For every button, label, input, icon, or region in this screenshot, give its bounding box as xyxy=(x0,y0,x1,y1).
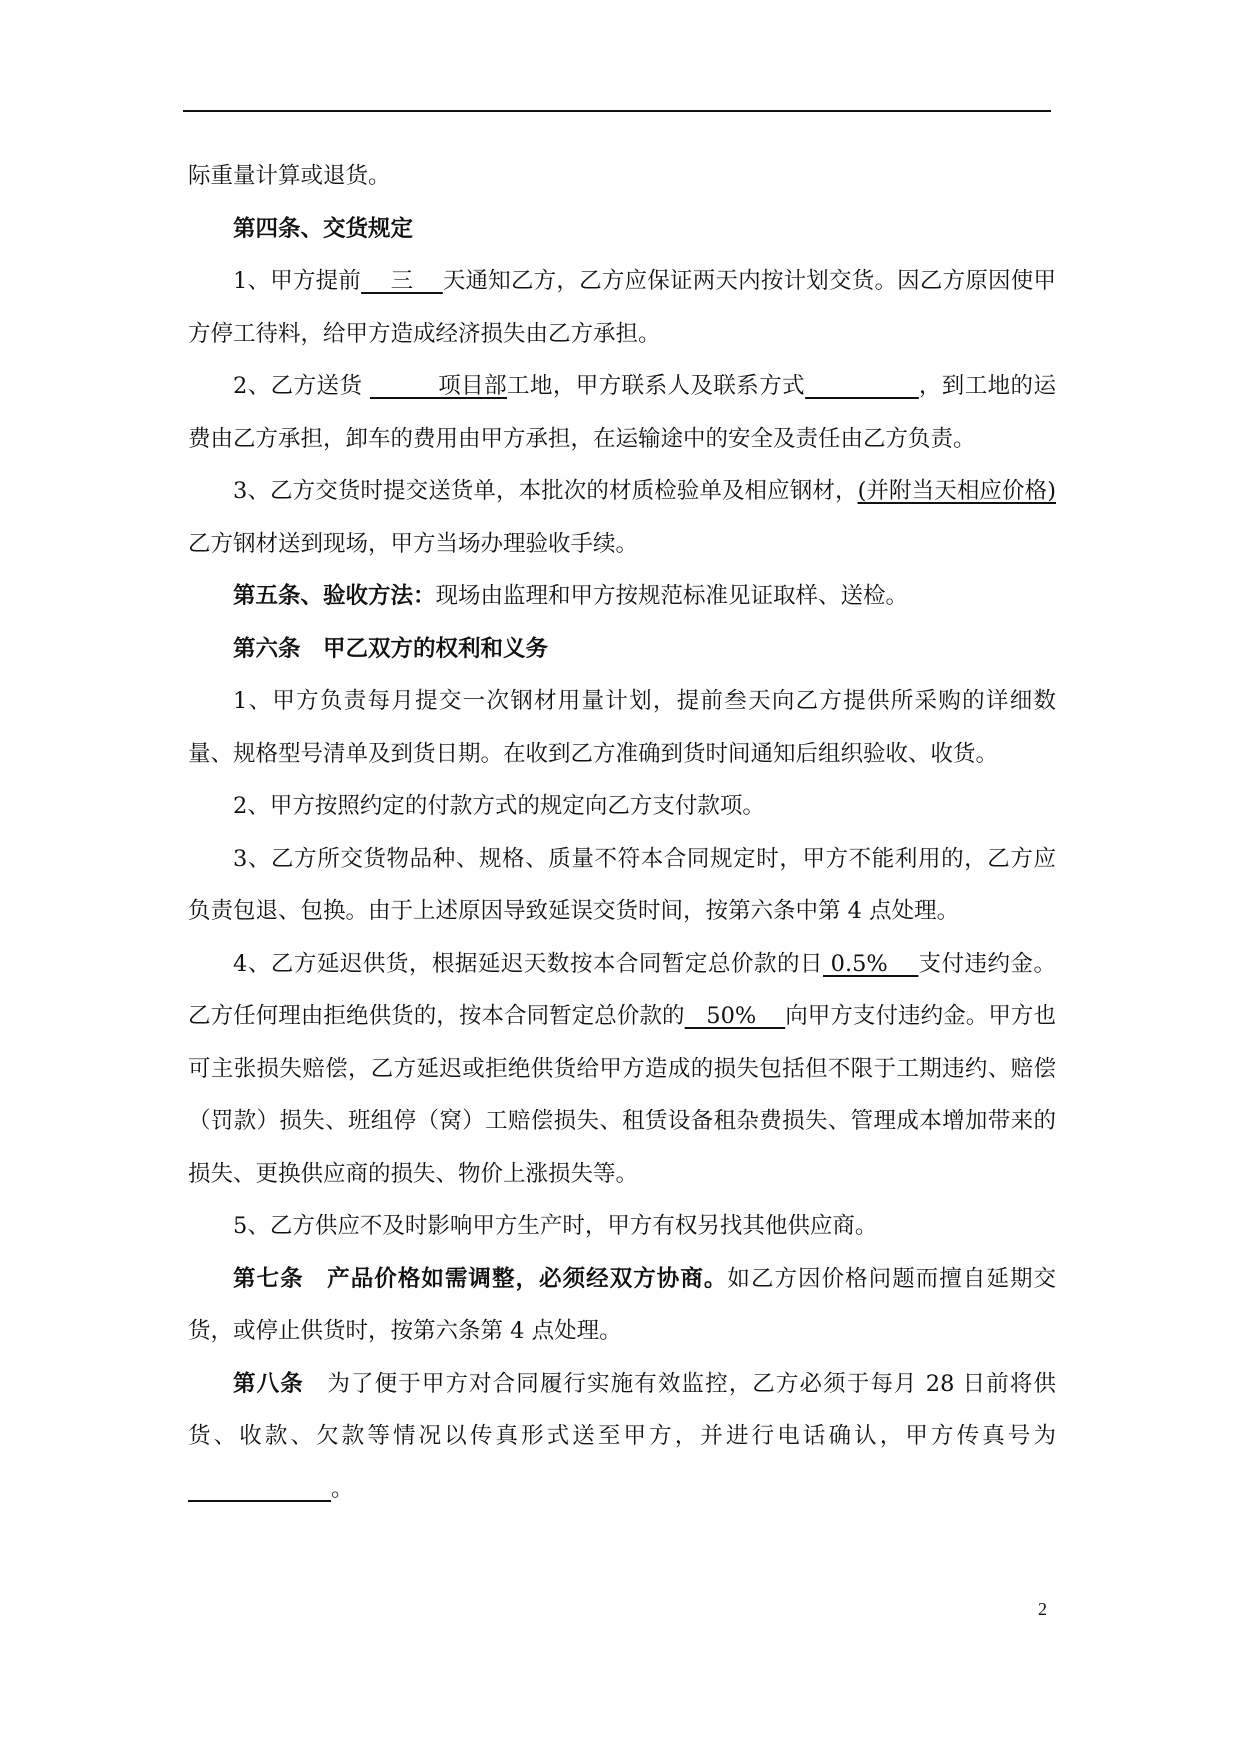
page-number: 2 xyxy=(1038,1599,1047,1619)
article-4-heading: 第四条、交货规定 xyxy=(233,215,414,242)
article-5: 第五条、验收方法：现场由监理和甲方按规范标准见证取样、送检。 xyxy=(233,583,909,609)
article-4-clause-2: 2、乙方送货 项目部工地，甲方联系人及联系方式 ，到工地的运费由乙方承担，卸车的费用由甲方承担，在运输途中的安全及责任由乙方负责。 xyxy=(188,373,1056,452)
article-6-heading: 第六条 甲乙双方的权利和义务 xyxy=(233,635,549,662)
article-6-clause-1: 1、甲方负责每月提交一次钢材用量计划，提前叁天向乙方提供所采购的详细数量、规格型号清单及到货日期。在收到乙方准确到货时间通知后组织验收、收货。 xyxy=(188,688,1056,767)
refusal-penalty-rate-blank: 50% xyxy=(684,1003,786,1029)
article-8-heading: 第八条 xyxy=(233,1370,304,1397)
article-5-heading: 第五条、验收方法： xyxy=(233,583,436,609)
article-6-clause-2: 2、甲方按照约定的付款方式的规定向乙方支付款项。 xyxy=(233,793,765,819)
article-6-clause-4: 4、乙方延迟供货，根据延迟天数按本合同暂定总价款的日 0.5% 支付违约金。乙方任何理由拒绝供货的，按本合同暂定总价款的 50% 向甲方支付违约金。甲方也可主张损失赔偿，乙方延迟或拒绝供货给甲方造成的损失包括但不限于工期违约、赔偿（罚款）损失、班组停（窝）工赔偿损失、租赁设备租杂费损失、管理成本增加带来的损失、更换供应商的损失、物价上涨损失等。 xyxy=(188,950,1056,1187)
contact-blank xyxy=(805,373,919,399)
delivery-site-blank: 项目部 xyxy=(369,373,508,399)
article-4-clause-1: 1、甲方提前 三 天通知乙方，乙方应保证两天内按计划交货。因乙方原因使甲方停工待料，给甲方造成经济损失由乙方承担。 xyxy=(188,268,1056,347)
article-7: 第七条 产品价格如需调整，必须经双方协商。如乙方因价格问题而擅自延期交货，或停止供货时，按第六条第 4 点处理。 xyxy=(188,1265,1056,1344)
daily-penalty-rate-blank: 0.5% xyxy=(822,950,919,977)
price-note-underlined: (并附当天相应价格) xyxy=(857,478,1056,504)
article-6-clause-5: 5、乙方供应不及时影响甲方生产时，甲方有权另找其他供应商。 xyxy=(233,1213,878,1239)
paragraph-continued: 际重量计算或退货。 xyxy=(188,163,391,189)
article-7-heading: 第七条 产品价格如需调整，必须经双方协商。 xyxy=(233,1265,728,1292)
contract-body xyxy=(188,150,1056,1515)
header-rule xyxy=(183,110,1051,112)
article-4-clause-3: 3、乙方交货时提交送货单，本批次的材质检验单及相应钢材，(并附当天相应价格)乙方钢材送到现场，甲方当场办理验收手续。 xyxy=(188,478,1056,557)
fax-number-blank xyxy=(188,1476,331,1502)
article-6-clause-3: 3、乙方所交货物品种、规格、质量不符本合同规定时，甲方不能利用的，乙方应负责包退、包换。由于上述原因导致延误交货时间，按第六条中第 4 点处理。 xyxy=(188,845,1056,924)
article-8: 第八条 为了便于甲方对合同履行实施有效监控，乙方必须于每月 28 日前将供货、收款、欠款等情况以传真形式送至甲方，并进行电话确认，甲方传真号为 。 xyxy=(188,1370,1056,1502)
notice-days-blank: 三 xyxy=(361,268,443,294)
